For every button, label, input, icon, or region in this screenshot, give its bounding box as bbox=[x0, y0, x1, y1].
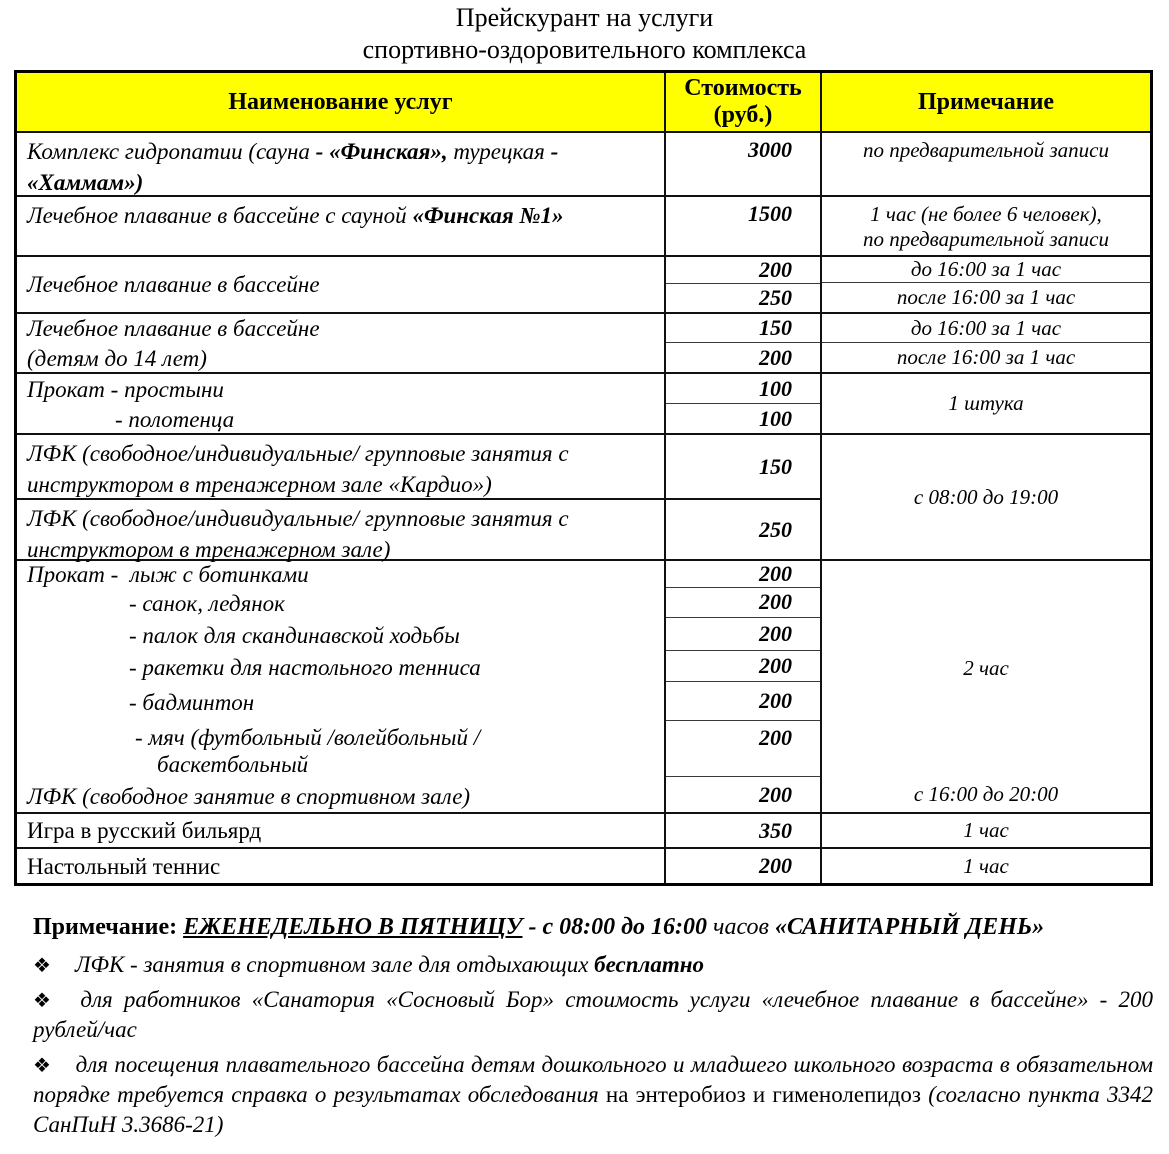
row-hydropathy bbox=[17, 133, 1150, 197]
note-text: для посещения плавательного бассейна детям дошкольного и младшего школьного возраста в обязательном порядке требуется справка о результатах обследования bbox=[33, 1052, 1153, 1107]
name-text-bold: - «Хаммам») bbox=[27, 139, 559, 195]
note-text: после 16:00 за 1 час bbox=[896, 345, 1076, 369]
name-text: ЛФК (свободное занятие в спортивном зале) bbox=[27, 784, 471, 809]
name-cell bbox=[17, 257, 666, 312]
sanitary-day-name: «САНИТАРНЫЙ ДЕНЬ» bbox=[774, 914, 1045, 940]
note-text: ЛФК - занятия в спортивном зале для отдыхающих bbox=[74, 952, 595, 977]
document-page bbox=[0, 2, 1169, 1140]
name-cell bbox=[17, 500, 666, 562]
price-sub-cell bbox=[666, 720, 820, 777]
price-value: 200 bbox=[759, 724, 792, 750]
note-text: 1 штука bbox=[948, 391, 1024, 415]
note-text: до 16:00 за 1 час bbox=[910, 315, 1062, 340]
note-cell bbox=[822, 374, 1150, 433]
note-text-upright: на энтеробиоз и гименолепидоз bbox=[605, 1082, 929, 1107]
price-value: 150 bbox=[759, 453, 792, 479]
price-table bbox=[14, 70, 1153, 886]
note-text-bold: бесплатно bbox=[594, 952, 705, 977]
price-value: 250 bbox=[759, 285, 792, 310]
price-value: 200 bbox=[759, 781, 792, 807]
note-bullet-3 bbox=[33, 1050, 1153, 1140]
document-title bbox=[0, 2, 1169, 66]
price-cell bbox=[666, 133, 822, 195]
sanitary-day-word: часов bbox=[713, 914, 775, 940]
name-text-bold: «Финская №1» bbox=[412, 203, 564, 228]
header-price-line2: (руб.) bbox=[713, 102, 773, 128]
name-line2 bbox=[27, 343, 664, 374]
name-text: - мяч (футбольный /волейбольный / bbox=[135, 724, 481, 750]
name-text-bold: - «Финская», bbox=[315, 139, 448, 164]
price-value: 200 bbox=[759, 344, 792, 370]
price-sub-cell bbox=[666, 342, 820, 372]
name-text: ЛФК (свободное/индивидуальные/ групповые занятия с инструктором в тренажерном зале) bbox=[27, 506, 569, 562]
row-billiards bbox=[17, 814, 1150, 849]
name-text: Игра в русский бильярд bbox=[27, 818, 262, 843]
price-cell bbox=[666, 197, 822, 255]
price-cell bbox=[666, 814, 822, 847]
name-text: - бадминтон bbox=[129, 690, 255, 715]
header-price-line1: Стоимость bbox=[684, 75, 802, 101]
price-sub-cell bbox=[666, 681, 820, 720]
note-text: 1 час bbox=[963, 818, 1009, 842]
price-cell-group bbox=[666, 561, 822, 812]
name-line1 bbox=[27, 374, 664, 404]
row-lfk-group bbox=[17, 435, 1150, 561]
name-text: (детям до 14 лет) bbox=[27, 346, 207, 371]
name-text: - санок, ледянок bbox=[129, 590, 285, 616]
table-header-row bbox=[17, 73, 1150, 133]
name-text: Лечебное плавание в бассейне bbox=[27, 316, 320, 341]
price-cell bbox=[666, 849, 822, 883]
note-bullet-1 bbox=[33, 950, 1153, 980]
price-value: 200 bbox=[759, 853, 792, 878]
name-line2 bbox=[27, 404, 664, 435]
rent-item-label bbox=[17, 722, 664, 779]
note-sub-cell bbox=[822, 342, 1150, 372]
note-cell-group bbox=[822, 561, 1150, 812]
rent-item-label bbox=[17, 618, 664, 652]
price-value: 200 bbox=[759, 687, 792, 713]
row-rent-linen bbox=[17, 374, 1150, 435]
row-swim-children bbox=[17, 314, 1150, 374]
row-lfk-cardio bbox=[17, 435, 822, 498]
note-text: 1 час bbox=[963, 853, 1009, 878]
note-text: 2 час bbox=[963, 656, 1009, 680]
note-cell bbox=[822, 849, 1150, 883]
price-value: 250 bbox=[759, 516, 792, 542]
sanitary-day-schedule: ЕЖЕНЕДЕЛЬНО В ПЯТНИЦУ bbox=[183, 914, 523, 940]
price-sub-cell bbox=[666, 617, 820, 651]
name-cell-group bbox=[17, 561, 666, 812]
note-text: с 08:00 до 19:00 bbox=[913, 484, 1059, 509]
price-cell-group bbox=[666, 314, 822, 372]
name-text: Прокат - простыни bbox=[27, 376, 224, 402]
note-cell bbox=[822, 814, 1150, 847]
note-bottom bbox=[822, 776, 1150, 812]
notes-heading-label: Примечание: bbox=[33, 914, 184, 940]
name-cell bbox=[17, 197, 666, 255]
note-text: (согласно пункта 3342 СанПиН 3.3686-21) bbox=[33, 1082, 1153, 1137]
name-cell bbox=[17, 435, 666, 498]
notes-section bbox=[33, 912, 1153, 1140]
note-sub-cell bbox=[822, 282, 1150, 312]
rent-item-label bbox=[17, 652, 664, 683]
name-cell bbox=[17, 374, 666, 433]
price-sub-cell bbox=[666, 403, 820, 433]
price-cell bbox=[666, 500, 822, 559]
price-value: 100 bbox=[759, 405, 792, 431]
row-lfk-gym bbox=[17, 498, 822, 562]
price-cell-group bbox=[666, 257, 822, 312]
diamond-bullet-icon: ❖ bbox=[33, 988, 57, 1012]
note-sub-cell bbox=[822, 257, 1150, 282]
rent-item-label bbox=[17, 561, 664, 588]
diamond-bullet-icon: ❖ bbox=[33, 953, 51, 977]
price-sub-cell bbox=[666, 314, 820, 342]
price-value: 200 bbox=[759, 621, 792, 647]
price-value: 200 bbox=[759, 653, 792, 679]
price-sub-cell bbox=[666, 650, 820, 681]
lfk-left-block bbox=[17, 435, 822, 562]
price-value: 200 bbox=[759, 561, 792, 586]
name-text: - ракетки для настольного тенниса bbox=[129, 655, 481, 680]
note-text: до 16:00 за 1 час bbox=[910, 257, 1062, 282]
name-text: Комплекс гидропатии (сауна bbox=[27, 139, 316, 164]
note-line1: 1 час (не более 6 человек), bbox=[870, 202, 1102, 226]
row-swim-pool bbox=[17, 257, 1150, 314]
header-name-label: Наименование услуг bbox=[228, 88, 453, 115]
header-name bbox=[17, 73, 666, 131]
price-value: 200 bbox=[759, 257, 792, 282]
note-cell-shared bbox=[822, 435, 1150, 559]
notes-heading bbox=[33, 912, 1153, 943]
name-text: Лечебное плавание в бассейне с сауной bbox=[27, 203, 413, 228]
header-note-label: Примечание bbox=[917, 88, 1055, 115]
rent-item-label bbox=[17, 588, 664, 618]
note-cell-group bbox=[822, 257, 1150, 312]
note-cell bbox=[822, 197, 1150, 255]
note-cell bbox=[822, 133, 1150, 195]
price-value: 3000 bbox=[748, 137, 792, 162]
name-text: ЛФК (свободное/индивидуальные/ групповые занятия с инструктором в тренажерном зале «Кардио») bbox=[27, 441, 569, 497]
price-sub-cell bbox=[666, 257, 820, 283]
note-text: для работников «Санатория «Сосновый Бор» стоимость услуги «лечебное плавание в бассейне» - 200 рублей/час bbox=[33, 987, 1153, 1042]
note-line2: по предварительной записи bbox=[862, 227, 1109, 251]
price-value: 350 bbox=[759, 817, 792, 843]
price-value: 200 bbox=[759, 589, 792, 615]
name-cell bbox=[17, 849, 666, 883]
header-price bbox=[666, 73, 822, 131]
price-value: 100 bbox=[759, 375, 792, 401]
row-table-tennis bbox=[17, 849, 1150, 883]
note-text: после 16:00 за 1 час bbox=[896, 285, 1076, 310]
name-cell bbox=[17, 133, 666, 195]
name-text: баскетбольный bbox=[157, 751, 309, 777]
name-line1 bbox=[27, 314, 664, 343]
name-text: - палок для скандинавской ходьбы bbox=[129, 622, 460, 648]
name-cell bbox=[17, 814, 666, 847]
note-cell-group bbox=[822, 314, 1150, 372]
price-sub-cell bbox=[666, 561, 820, 587]
name-text: - полотенца bbox=[115, 407, 235, 432]
price-sub-cell bbox=[666, 587, 820, 617]
name-text: Лечебное плавание в бассейне bbox=[27, 272, 320, 297]
price-sub-cell bbox=[666, 283, 820, 312]
name-text: турецкая bbox=[447, 139, 551, 164]
price-sub-cell bbox=[666, 776, 820, 812]
diamond-bullet-icon: ❖ bbox=[33, 1053, 52, 1077]
note-sub-cell bbox=[822, 314, 1150, 342]
price-cell-group bbox=[666, 374, 822, 433]
price-value: 1500 bbox=[748, 201, 792, 226]
note-text: по предварительной записи bbox=[862, 138, 1109, 162]
title-line-2: спортивно-оздоровительного комплекса bbox=[362, 35, 807, 64]
name-text: Настольный теннис bbox=[27, 853, 221, 879]
price-value: 150 bbox=[759, 315, 792, 340]
price-cell bbox=[666, 435, 822, 498]
header-note bbox=[822, 73, 1150, 131]
price-sub-cell bbox=[666, 374, 820, 403]
note-text: с 16:00 до 20:00 bbox=[913, 781, 1059, 806]
name-text: Прокат - лыж с ботинками bbox=[27, 562, 309, 587]
row-swim-sauna bbox=[17, 197, 1150, 257]
note-top bbox=[822, 561, 1150, 776]
rent-item-label bbox=[17, 779, 664, 814]
row-rent-winter bbox=[17, 561, 1150, 814]
note-bullet-2 bbox=[33, 985, 1153, 1045]
title-line-1: Прейскурант на услуги bbox=[455, 3, 714, 32]
sanitary-day-hours: - с 08:00 до 16:00 bbox=[522, 914, 714, 940]
name-cell bbox=[17, 314, 666, 372]
rent-item-label bbox=[17, 683, 664, 722]
